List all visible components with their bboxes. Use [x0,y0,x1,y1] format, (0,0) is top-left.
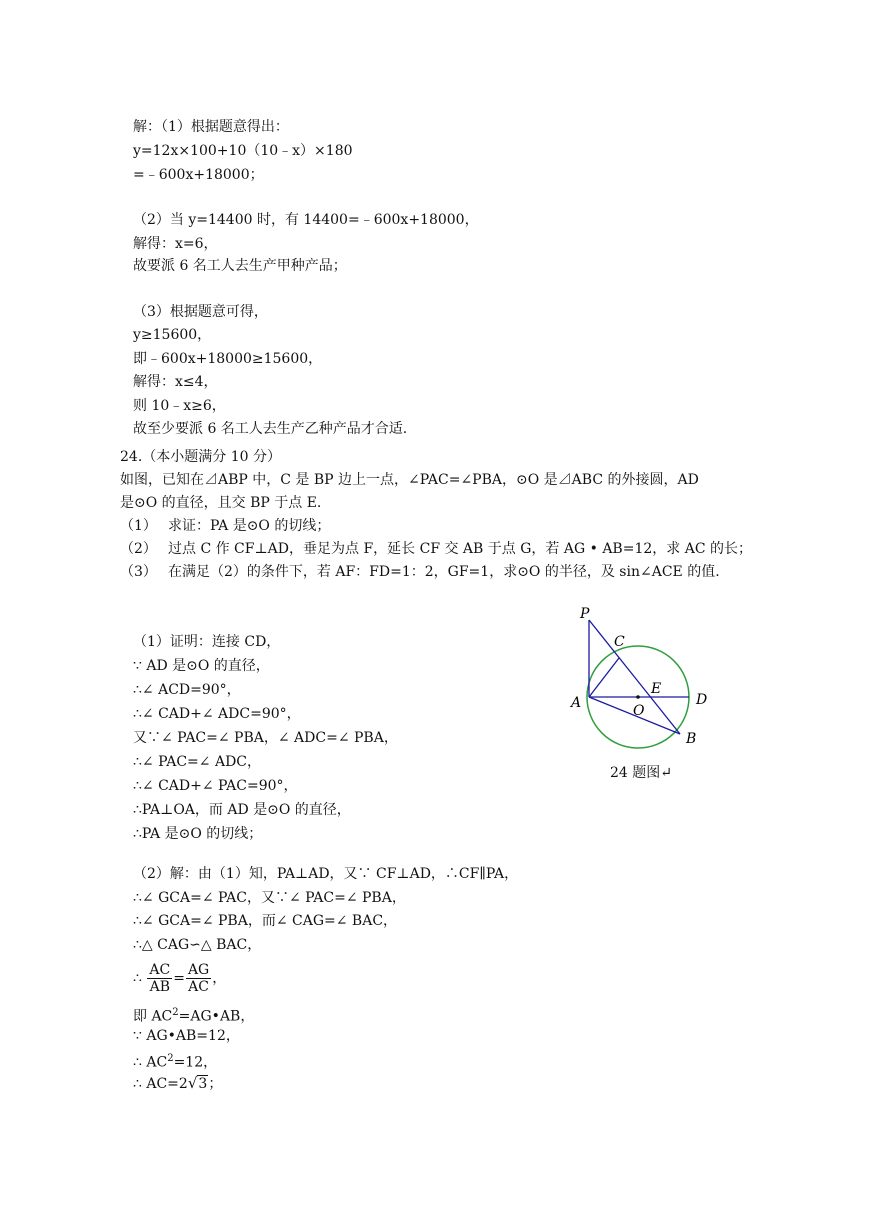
geometry-figure [560,600,740,760]
solution23-line4: （2）当 y=14400 时，有 14400=﹣600x+18000， [133,212,479,228]
solution23-line9: 即﹣600x+18000≥15600， [133,351,323,367]
solution24-line-product: ∵ AG•AB=12， [133,1028,240,1044]
solution23-line12: 故至少要派 6 名工人去生产乙种产品才合适. [133,421,408,437]
ac-result-text: ∴ AC=2 [133,1076,188,1092]
solution-line: 又∵∠ PAC=∠ PBA，∠ ADC=∠ PBA， [133,730,398,746]
question24-stem-line1: 如图，已知在⊿ABP 中，C 是 BP 边上一点，∠PAC=∠PBA，⊙O 是⊿ABC 的外接圆，AD [120,472,699,488]
solution-line: ∴∠ GCA=∠ PBA，而∠ CAG=∠ BAC， [133,913,398,929]
ac-squared-value-rest: =12， [173,1054,218,1071]
fraction-equals: = [173,970,185,987]
sqrt-sign: √ [187,1074,198,1092]
sub2-number: （2） [120,541,157,557]
label-d: D [696,692,708,708]
fraction-ag-ac [186,962,211,995]
solution23-line11: 则 10﹣x≥6， [133,398,226,414]
solution23-line3: =﹣600x+18000； [133,167,264,183]
solution-line: （2）解：由（1）知，PA⊥AD，又∵ CF⊥AD，∴CF∥PA， [133,866,519,882]
fraction-prefix: ∴ [133,970,142,987]
solution23-line2: y=12x×100+10（10﹣x）×180 [133,143,353,159]
solution23-line10: 解得：x≤4， [133,374,218,390]
solution-line: ∴PA 是⊙O 的切线； [133,826,263,842]
fraction-ac-ab [147,962,172,995]
center-point-o [636,695,640,699]
solution-line: ∴∠ ACD=90°， [133,682,241,698]
segment-ac [589,658,619,697]
solution-line: ∴∠ GCA=∠ PAC，又∵∠ PAC=∠ PBA， [133,889,406,906]
fraction2-denominator: AC [188,979,209,995]
solution23-line8: y≥15600， [133,327,212,343]
question24-sub2 [120,539,752,559]
solution24-fraction-line [133,962,226,995]
fraction-suffix: ， [212,970,227,987]
sub3-text: 在满足（2）的条件下，若 AF：FD=1：2，GF=1，求⊙O 的半径，及 sin∠ACE 的值. [168,564,720,580]
solution-line: ∵ AD 是⊙O 的直径， [133,658,270,674]
label-p: P [580,606,590,622]
question24-heading: 24.（本小题满分 10 分） [120,449,281,465]
sub1-text: 求证：PA 是⊙O 的切线； [168,518,331,534]
solution-line: （1）证明：连接 CD， [133,634,281,650]
label-o: O [633,703,645,719]
ac-squared-rest: =AG•AB， [178,1008,255,1025]
solution-line: ∴∠ PAC=∠ ADC， [133,754,262,770]
ac-squared-value-text: ∴ AC [133,1054,168,1071]
solution-line: ∴∠ CAD+∠ ADC=90°， [133,706,301,722]
solution24-line-ac-result [133,1073,222,1094]
label-e: E [651,681,662,697]
fraction1-numerator: AC [149,962,171,978]
label-b: B [686,731,697,747]
solution24-line-ac-squared [133,1003,254,1027]
solution-line: ∴△ CAG∽△ BAC， [133,936,262,953]
label-c: C [614,634,625,650]
sub3-number: （3） [120,564,157,580]
sub1-number: （1） [120,518,157,534]
sub2-text: 过点 C 作 CF⊥AD，垂足为点 F，延长 CF 交 AB 于点 G，若 AG • AB=12，求 AC 的长； [168,541,752,557]
solution23-line6: 故要派 6 名工人去生产甲种产品； [133,258,347,274]
question24-stem-line2: 是⊙O 的直径，且交 BP 于点 E. [120,495,322,511]
exponent: 2 [172,1007,179,1018]
figure-caption: 24 题图↵ [610,765,672,781]
ac-result-end: ； [208,1076,223,1092]
ac-squared-text: 即 AC [133,1008,173,1025]
label-a: A [571,695,582,711]
solution-line: ∴∠ CAD+∠ PAC=90°， [133,778,298,794]
solution23-line7: （3）根据题意可得， [133,304,268,320]
question24-sub3 [120,562,720,582]
solution24-line-ac-squared-value [133,1049,217,1073]
solution23-line1: 解：（1）根据题意得出： [133,119,289,135]
sqrt-radicand: 3 [198,1076,208,1092]
solution23-line5: 解得：x=6， [133,236,218,252]
fraction1-denominator: AB [149,979,170,995]
fraction2-numerator: AG [187,962,210,978]
solution-line: ∴PA⊥OA，而 AD 是⊙O 的直径， [133,802,351,818]
exponent2: 2 [167,1053,174,1064]
question24-sub1 [120,516,330,536]
